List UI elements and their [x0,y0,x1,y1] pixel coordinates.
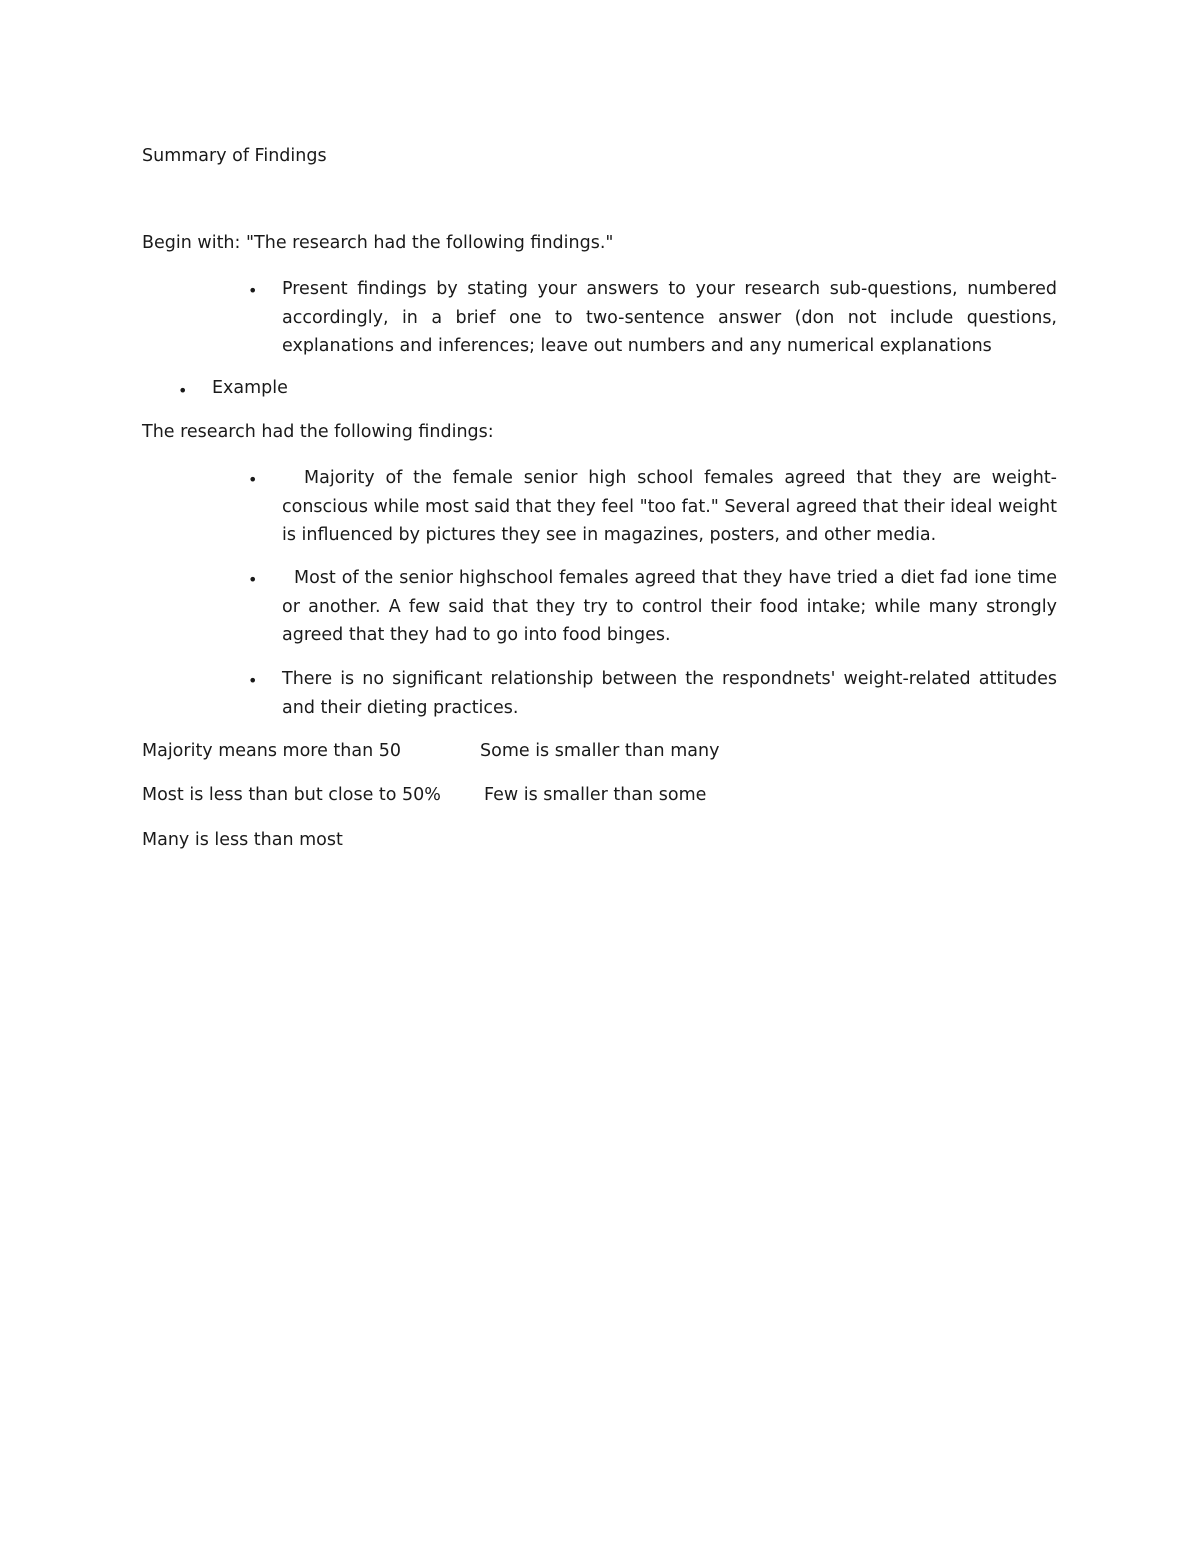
finding-item-1: Majority of the female senior high school females agreed that they are weight-conscious while most said that they feel "too fat." Several agreed that their ideal weight is influenced by pictures they see in magazines, posters, and other media. [282,468,1057,545]
definition-most: Most is less than but close to 50% [142,785,441,805]
finding-item-3: There is no significant relationship between the respondnets' weight-related attitudes and their dieting practices. [282,669,1057,718]
definition-some: Some is smaller than many [480,741,720,761]
findings-intro: The research had the following findings: [142,422,494,442]
bullet-marker: • [248,671,258,690]
definition-few: Few is smaller than some [484,785,707,805]
bullet-marker: • [248,570,258,589]
bullet-marker: • [248,281,258,300]
intro-text: Begin with: "The research had the following findings." [142,233,614,253]
instruction-bullet: Present findings by stating your answers to your research sub-questions, numbered accordingly, in a brief one to two-sentence answer (don not include questions, explanations and inferences; leave out numbers and any numerical explanations [282,279,1057,356]
example-bullet: Example [212,378,288,398]
definition-many: Many is less than most [142,830,343,850]
definition-majority: Majority means more than 50 [142,741,402,761]
bullet-marker: • [178,381,188,400]
document-title: Summary of Findings [142,146,327,166]
finding-item-2: Most of the senior highschool females agreed that they have tried a diet fad ione time or another. A few said that they try to control their food intake; while many strongly agreed that they had to go into food binges. [282,568,1057,645]
bullet-marker: • [248,470,258,489]
